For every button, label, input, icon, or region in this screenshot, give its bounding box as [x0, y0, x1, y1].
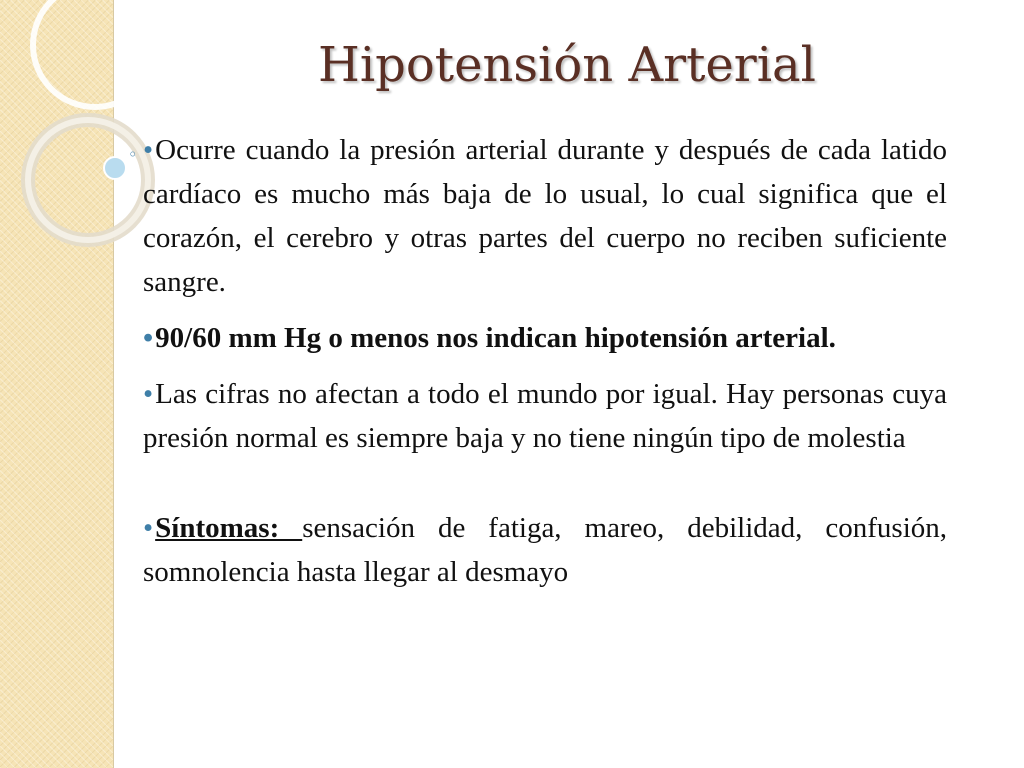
bullet-icon: • [143, 512, 154, 544]
bullet-text: 90/60 mm Hg o menos nos indican hipotensión arterial. [155, 322, 836, 354]
bullet-item-symptoms [143, 506, 947, 594]
bullet-text: Ocurre cuando la presión arterial durante y después de cada latido cardíaco es mucho más baja de lo usual, lo cual significa que el corazón, el cerebro y otras partes del cuerpo no reciben suficiente sangre. [143, 134, 947, 298]
bullet-text: Las cifras no afectan a todo el mundo por igual. Hay personas cuya presión normal es siempre baja y no tiene ningún tipo de molestia [143, 378, 947, 454]
bullet-item-variation [143, 372, 947, 460]
slide-title: Hipotensión Arterial [317, 37, 817, 93]
outer-bullet-icon: ◦ [128, 145, 138, 164]
bullet-icon: • [143, 134, 154, 166]
bullet-icon: • [143, 378, 154, 410]
bullet-text: sensación de fatiga, mareo, debilidad, confusión, somnolencia hasta llegar al desmayo [143, 512, 948, 588]
bullet-icon: • [143, 322, 154, 354]
slide-body [143, 128, 947, 606]
bullet-item-definition [143, 128, 947, 304]
symptoms-label: Síntomas: [155, 512, 303, 544]
bullet-item-threshold [143, 316, 947, 360]
